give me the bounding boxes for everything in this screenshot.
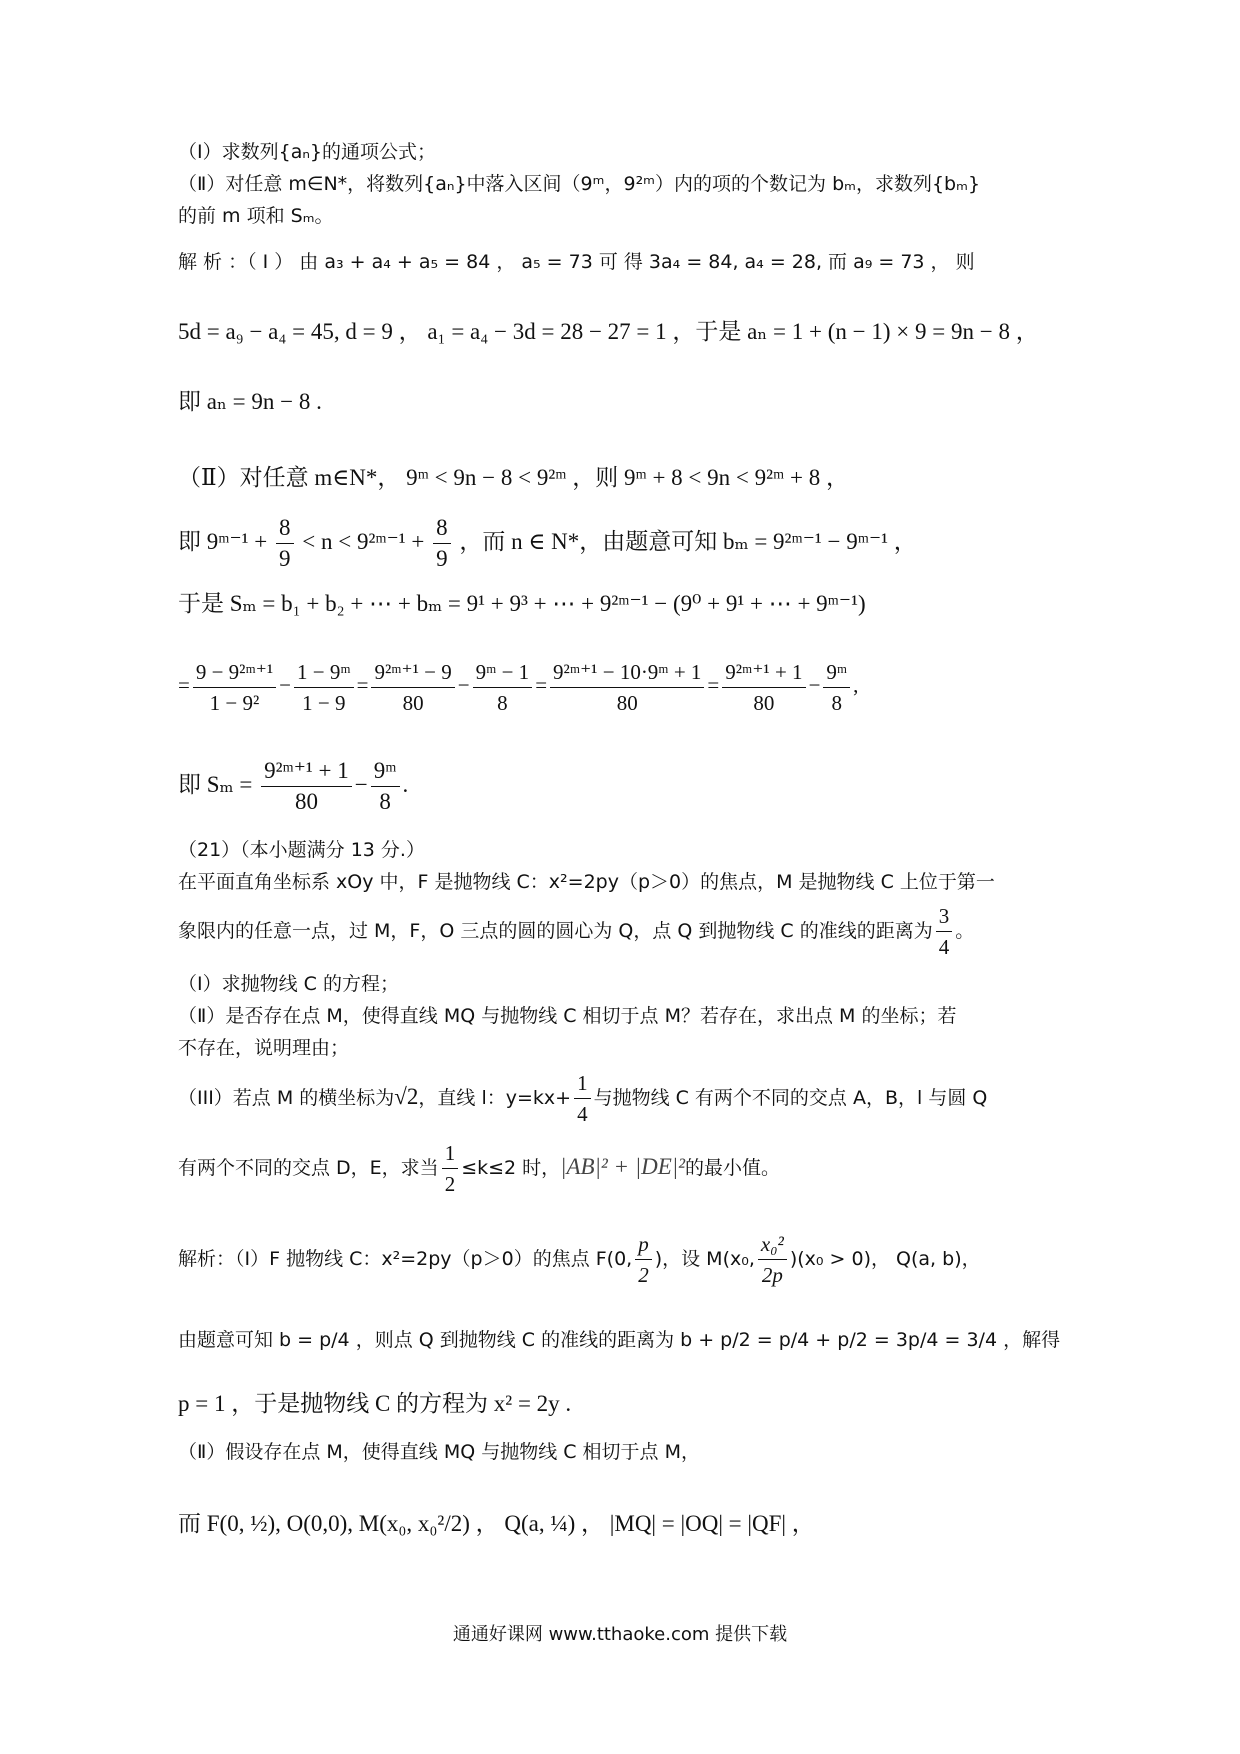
numerator: 1: [574, 1068, 591, 1099]
denominator: 2: [444, 1172, 456, 1196]
solution-21-line-1: [178, 1226, 1070, 1292]
denominator: 4: [938, 935, 950, 959]
solution-part2-line-3: 于是 Sₘ = b₁ + b₂ + ⋯ + bₘ = 9¹ + 9³ + ⋯ + 9²ᵐ⁻¹ − (9⁰ + 9¹ + ⋯ + 9ᵐ⁻¹): [178, 591, 866, 616]
page-footer: 通通好课网 www.tthaoke.com 提供下载: [452, 1624, 788, 1645]
text: 的最小值。: [685, 1157, 781, 1179]
text: （III）若点 M 的横坐标为: [178, 1087, 395, 1109]
denominator: 80: [294, 789, 318, 815]
fraction: [442, 1138, 459, 1199]
solution-21-part-2-line-2: 而 F(0, ½), O(0,0), M(x₀, x₀²/2) ， Q(a, ¼) ， |MQ| = |OQ| = |QF| ，: [178, 1511, 815, 1536]
text: ，而 n ∈ N*，由题意可知 bₘ = 9²ᵐ⁻¹ − 9ᵐ⁻¹ ，: [459, 529, 917, 554]
text: 解析：（Ⅰ）F 抛物线 C：x²=2py（p＞0）的焦点 F(0,: [178, 1248, 633, 1270]
text: ≤k≤2 时，: [461, 1157, 561, 1179]
question-part-1: （Ⅰ）求数列{aₙ}的通项公式；: [178, 141, 436, 163]
denominator: 8: [497, 690, 508, 715]
question-21-part-3: [178, 1066, 1070, 1129]
denominator: 9: [279, 546, 291, 572]
solution-part2-line-4: = $\frac{\text{9 − 9²ᵐ⁺¹}}{\text{1 − 9²}}$ − $\frac{\text{1 − 9ᵐ}}{1 - 9}$ = $\frac{\text{9²ᵐ⁺¹ − 9}}{80}$ − $\frac{\text{9ᵐ − 1}}{8}$ = $\frac{\text{9²ᵐ⁺¹ − 10·9ᵐ + 1}}{80}$ = $\frac{\text{9²ᵐ⁺¹ + 1}}{80}$ − $\frac{\text{9ᵐ}}{8}$ ,: [178, 650, 1070, 720]
text: 。: [955, 920, 975, 942]
numerator: 9 − 9²ᵐ⁺¹: [193, 657, 276, 688]
denominator: 2: [638, 1263, 649, 1287]
fraction: [261, 756, 352, 817]
solution-line-3: 即 aₙ = 9n − 8 .: [178, 389, 322, 414]
numerator: 9²ᵐ⁺¹ − 9: [371, 657, 454, 688]
question-part-2-cont: 的前 m 项和 Sₘ。: [178, 205, 334, 227]
solution-line-1: 解 析 ：（ Ⅰ ） 由 a₃ + a₄ + a₅ = 84 ， a₅ = 73 可 得 3a₄ = 84, a₄ = 28, 而 a₉ = 73 ， 则: [178, 251, 975, 273]
denominator: 4: [577, 1102, 588, 1126]
text: 与抛物线 C 有两个不同的交点 A，B，l 与圆 Q: [593, 1087, 988, 1109]
denominator: 2p: [761, 1263, 783, 1287]
numerator: 9²ᵐ⁺¹ + 1: [261, 756, 352, 787]
numerator: 9²ᵐ⁺¹ − 10·9ᵐ + 1: [550, 657, 704, 688]
denominator: 80: [616, 690, 638, 715]
numerator: 8: [276, 513, 294, 544]
numerator: 9²ᵐ⁺¹ + 1: [722, 657, 805, 688]
denominator: 9: [436, 546, 448, 572]
denominator: 8: [831, 690, 843, 715]
question-21-part-2: （Ⅱ）是否存在点 M，使得直线 MQ 与抛物线 C 相切于点 M？若存在，求出点 M 的坐标；若: [178, 1005, 957, 1027]
text: )，设 M(x₀,: [654, 1248, 755, 1270]
fraction: [936, 901, 953, 962]
numerator: 3: [936, 901, 953, 932]
numerator: p: [635, 1229, 652, 1260]
denominator: 8: [379, 789, 391, 815]
text: 即 9ᵐ⁻¹ +: [178, 529, 268, 554]
fraction: [574, 1068, 591, 1129]
text: ，直线 l：y=kx+: [418, 1087, 572, 1109]
solution-21-line-2: 由题意可知 b = p/4 ，则点 Q 到抛物线 C 的准线的距离为 b + p/2 = p/4 + p/2 = 3p/4 = 3/4 ，解得: [178, 1329, 1061, 1351]
text: 有两个不同的交点 D，E，求当: [178, 1157, 439, 1179]
text: < n < 9²ᵐ⁻¹ +: [302, 529, 425, 554]
question-21-text-2: [178, 900, 1070, 962]
fraction: [722, 657, 805, 718]
question-21-header: （21）（本小题满分 13 分.）: [178, 839, 425, 861]
text: )(x₀ > 0)， Q(a, b)，: [789, 1248, 981, 1270]
numerator: 9ᵐ: [823, 657, 850, 688]
fraction: [550, 657, 704, 718]
numerator: 1 − 9ᵐ: [294, 657, 354, 688]
question-21-part-1: （Ⅰ）求抛物线 C 的方程；: [178, 973, 399, 995]
numerator: 9ᵐ: [371, 756, 400, 787]
text: 即 Sₘ =: [178, 772, 253, 797]
fraction: [433, 513, 451, 574]
text: 象限内的任意一点，过 M，F，O 三点的圆的圆心为 Q，点 Q 到抛物线 C 的准线的距离为: [178, 920, 933, 942]
fraction: [635, 1229, 652, 1290]
solution-line-2: 5d = a₉ − a₄ = 45, d = 9 ， a₁ = a₄ − 3d = 28 − 27 = 1 ，于是 aₙ = 1 + (n − 1) × 9 = 9n − 8 ，: [178, 319, 1039, 344]
fraction: [371, 657, 454, 718]
numerator: x₀²: [758, 1229, 787, 1260]
denominator: 1 − 9: [302, 690, 346, 715]
sqrt-expr: √2: [394, 1084, 419, 1109]
fraction: [758, 1229, 787, 1290]
solution-21-line-3: p = 1 ，于是抛物线 C 的方程为 x² = 2y .: [178, 1391, 572, 1416]
denominator: 1 − 9²: [209, 690, 260, 715]
numerator: 9ᵐ − 1: [473, 657, 533, 688]
denominator: 80: [753, 690, 775, 715]
fraction: [276, 513, 294, 574]
fraction: [193, 657, 276, 718]
question-21-part-3-cont: [178, 1136, 1070, 1199]
numerator: 8: [433, 513, 451, 544]
solution-21-part-2: （Ⅱ）假设存在点 M，使得直线 MQ 与抛物线 C 相切于点 M，: [178, 1441, 700, 1463]
math-expression: |AB|² + |DE|²: [560, 1154, 686, 1179]
solution-part2-result: 即 Sₘ = $\frac{\text{9²ᵐ⁺¹ + 1}}{80}$ − $\frac{\text{9ᵐ}}{8}$ .: [178, 750, 1070, 820]
fraction: [823, 657, 850, 718]
question-21-part-2-cont: 不存在，说明理由；: [178, 1037, 350, 1059]
solution-part2-line-2: [178, 510, 1070, 574]
fraction: [294, 657, 354, 718]
question-part-2: （Ⅱ）对任意 m∈N*，将数列{aₙ}中落入区间（9ᵐ，9²ᵐ）内的项的个数记为 bₘ，求数列{bₘ}: [178, 173, 981, 195]
numerator: 1: [442, 1138, 459, 1169]
solution-part2-line-1: （Ⅱ）对任意 m∈N*， 9ᵐ < 9n − 8 < 9²ᵐ ，则 9ᵐ + 8 < 9n < 9²ᵐ + 8 ，: [178, 465, 849, 490]
fraction: [371, 756, 400, 817]
question-21-text-1: 在平面直角坐标系 xOy 中，F 是抛物线 C：x²=2py（p＞0）的焦点，M 是抛物线 C 上位于第一: [178, 871, 995, 893]
denominator: 80: [402, 690, 424, 715]
fraction: [473, 657, 533, 718]
